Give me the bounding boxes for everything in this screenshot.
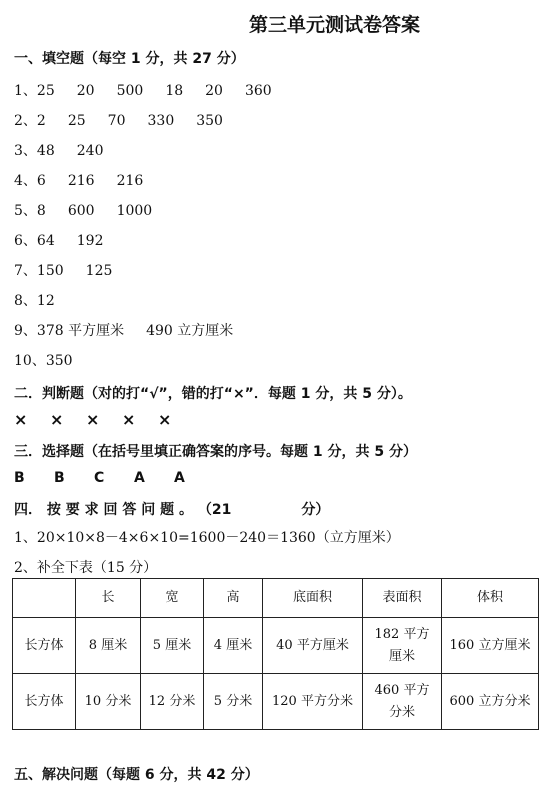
table-cell: 4 厘米 [204, 618, 263, 674]
section2-answers [14, 410, 194, 429]
answer-value: 378 平方厘米 [36, 323, 125, 339]
answer-choice: B [54, 470, 65, 486]
answer-value: 216 [116, 173, 144, 189]
answer-value: 20 [76, 83, 95, 99]
table-cell: 120 平方分米 [263, 674, 363, 730]
answer-mark: × [158, 410, 172, 429]
answer-line [14, 290, 55, 310]
table-header-cell: 体积 [442, 579, 539, 618]
answer-value: 350 [196, 113, 223, 129]
answer-value: 192 [76, 233, 104, 249]
table-header-cell: 长 [76, 579, 141, 618]
answer-choice: A [134, 470, 145, 486]
table-header-cell: 宽 [141, 579, 204, 618]
table-cell: 长方体 [13, 618, 76, 674]
table-cell: 160 立方厘米 [442, 618, 539, 674]
answer-line [14, 200, 152, 220]
item-number: 10、 [14, 353, 46, 369]
table-cell: 长方体 [13, 674, 76, 730]
question-1-answer: 1、20×10×8－4×6×10=1600－240＝1360（立方厘米） [14, 530, 400, 546]
answer-mark: × [86, 410, 100, 429]
table-cell: 8 厘米 [76, 618, 141, 674]
item-number: 5、 [14, 203, 37, 219]
table-header-cell: 高 [204, 579, 263, 618]
answer-value: 350 [45, 353, 73, 369]
answer-value: 1000 [116, 203, 153, 219]
section3-heading: 三．选择题（在括号里填正确答案的序号。每题 1 分，共 5 分） [14, 444, 417, 460]
section3-answers [14, 470, 214, 486]
section4-heading: 四． 按 要 求 回 答 问 题 。 （21 分） [14, 502, 330, 518]
table-header-row [13, 579, 539, 618]
answer-value: 25 [36, 83, 55, 99]
answer-mark: × [122, 410, 136, 429]
answer-value: 70 [107, 113, 126, 129]
table-cell: 12 分米 [141, 674, 204, 730]
section5-heading: 五、解决问题（每题 6 分，共 42 分） [14, 767, 259, 783]
table-cell: 5 厘米 [141, 618, 204, 674]
table-cell: 600 立方分米 [442, 674, 539, 730]
table-cell: 40 平方厘米 [263, 618, 363, 674]
table-header-cell: 底面积 [263, 579, 363, 618]
item-number: 8、 [14, 293, 37, 309]
item-number: 4、 [14, 173, 37, 189]
answer-value: 20 [205, 83, 223, 99]
item-number: 6、 [14, 233, 37, 249]
answer-line [14, 80, 272, 100]
answer-value: 240 [76, 143, 104, 159]
answer-value: 6 [36, 173, 46, 189]
item-number: 1、 [14, 83, 37, 99]
item-number: 3、 [14, 143, 37, 159]
item-number: 7、 [14, 263, 37, 279]
answer-line [14, 320, 233, 340]
answer-value: 12 [36, 293, 55, 309]
answer-value: 600 [67, 203, 95, 219]
answer-line [14, 260, 112, 280]
answer-choice: B [14, 470, 25, 486]
answer-mark: × [50, 410, 64, 429]
answer-value: 490 立方厘米 [146, 323, 234, 339]
item-number: 2、 [14, 113, 37, 129]
section1-heading: 一、填空题（每空 1 分，共 27 分） [14, 51, 245, 67]
answer-value: 150 [36, 263, 64, 279]
answer-line [14, 110, 223, 130]
answer-value: 330 [147, 113, 175, 129]
answer-line [14, 230, 103, 250]
answer-value: 216 [67, 173, 95, 189]
answer-value: 500 [116, 83, 144, 99]
answer-mark: × [14, 410, 28, 429]
table-cell: 182 平方厘米 [363, 618, 442, 674]
table-cell: 10 分米 [76, 674, 141, 730]
answer-line [14, 350, 73, 370]
answer-value: 48 [36, 143, 55, 159]
table-row [13, 674, 539, 730]
answer-value: 8 [36, 203, 46, 219]
table-header-cell [13, 579, 76, 618]
answer-value: 25 [67, 113, 86, 129]
page-title: 第三单元测试卷答案 [248, 14, 420, 36]
answer-choice: A [174, 470, 185, 486]
answer-line [14, 140, 103, 160]
answer-value: 18 [165, 83, 184, 99]
table-cell: 5 分米 [204, 674, 263, 730]
cuboid-table [12, 578, 539, 730]
table-cell: 460 平方分米 [363, 674, 442, 730]
answer-line [14, 170, 143, 190]
answer-value: 360 [244, 83, 272, 99]
answer-value: 125 [85, 263, 113, 279]
question-2-label: 2、补全下表（15 分） [14, 560, 158, 576]
answer-value: 64 [36, 233, 55, 249]
table-header-cell: 表面积 [363, 579, 442, 618]
answer-choice: C [94, 470, 105, 486]
item-number: 9、 [14, 323, 37, 339]
table-row [13, 618, 539, 674]
answer-value: 2 [36, 113, 46, 129]
section2-heading: 二．判断题（对的打“√”，错的打“×”．每题 1 分，共 5 分）。 [14, 386, 412, 402]
